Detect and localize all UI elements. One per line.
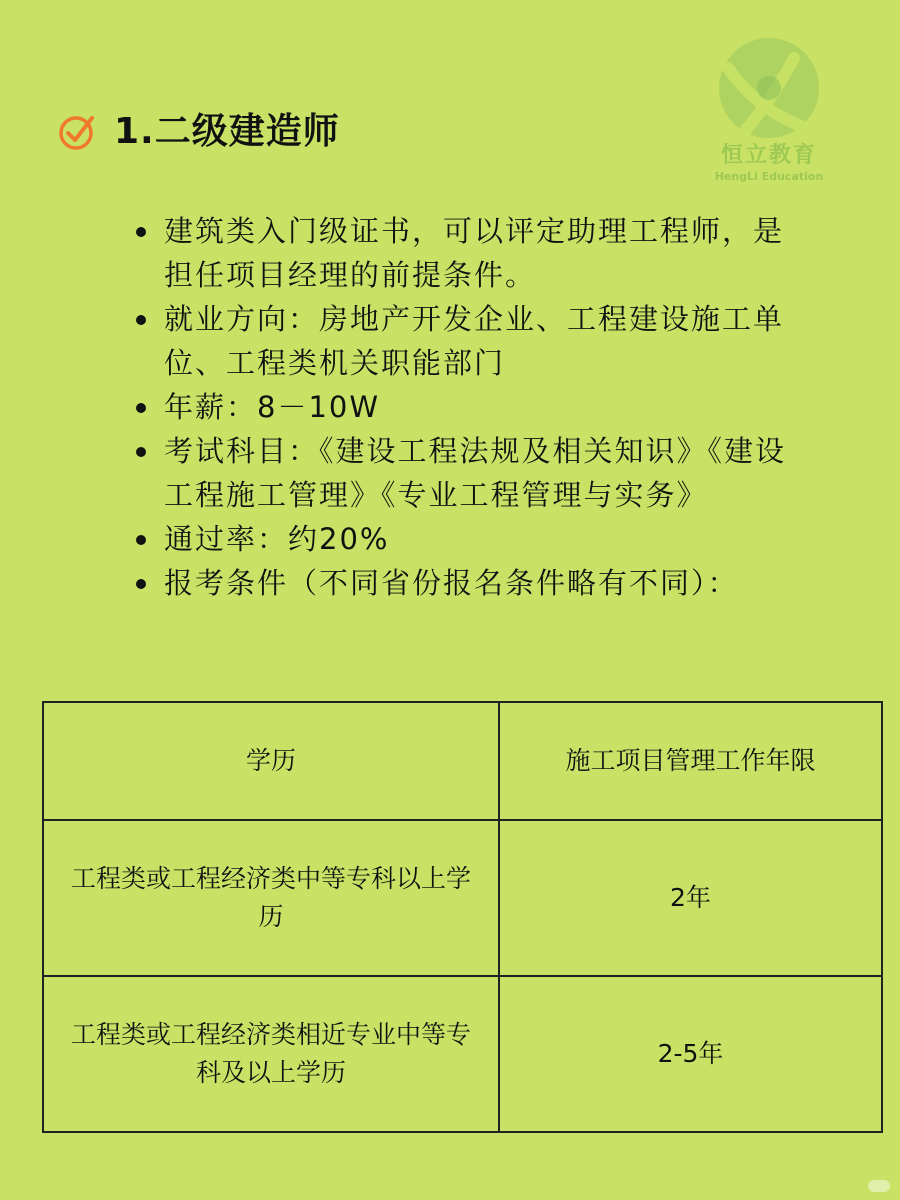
info-bullet-list	[130, 209, 810, 605]
cell-work-years: 2年	[499, 820, 882, 976]
bullet-pass-rate: 通过率：约20%	[130, 517, 810, 561]
cell-work-years: 2-5年	[499, 976, 882, 1132]
logo-text-cn: 恒立教育	[720, 143, 817, 168]
bullet-exam-subjects: 考试科目：《建设工程法规及相关知识》《建设工程施工管理》《专业工程管理与实务》	[130, 429, 810, 517]
table-row	[43, 976, 882, 1132]
eligibility-table	[42, 701, 883, 1133]
cell-education: 工程类或工程经济类中等专科以上学历	[43, 820, 499, 976]
page-title: 1.二级建造师	[114, 111, 340, 152]
bullet-salary: 年薪：8－10W	[130, 385, 810, 429]
table-row	[43, 820, 882, 976]
section-title-row	[56, 108, 340, 156]
header-education: 学历	[43, 702, 499, 820]
cell-education: 工程类或工程经济类相近专业中等专科及以上学历	[43, 976, 499, 1132]
table-header-row	[43, 702, 882, 820]
brand-logo	[706, 38, 832, 188]
header-work-years: 施工项目管理工作年限	[499, 702, 882, 820]
corner-badge	[868, 1180, 890, 1192]
bullet-employment: 就业方向：房地产开发企业、工程建设施工单位、工程类机关职能部门	[130, 297, 810, 385]
check-circle-icon	[56, 112, 96, 152]
hengli-logo-icon	[706, 38, 832, 142]
bullet-certificate: 建筑类入门级证书，可以评定助理工程师，是担任项目经理的前提条件。	[130, 209, 810, 297]
logo-text-en: HengLi Education	[714, 170, 824, 183]
bullet-eligibility: 报考条件（不同省份报名条件略有不同）：	[130, 561, 810, 605]
